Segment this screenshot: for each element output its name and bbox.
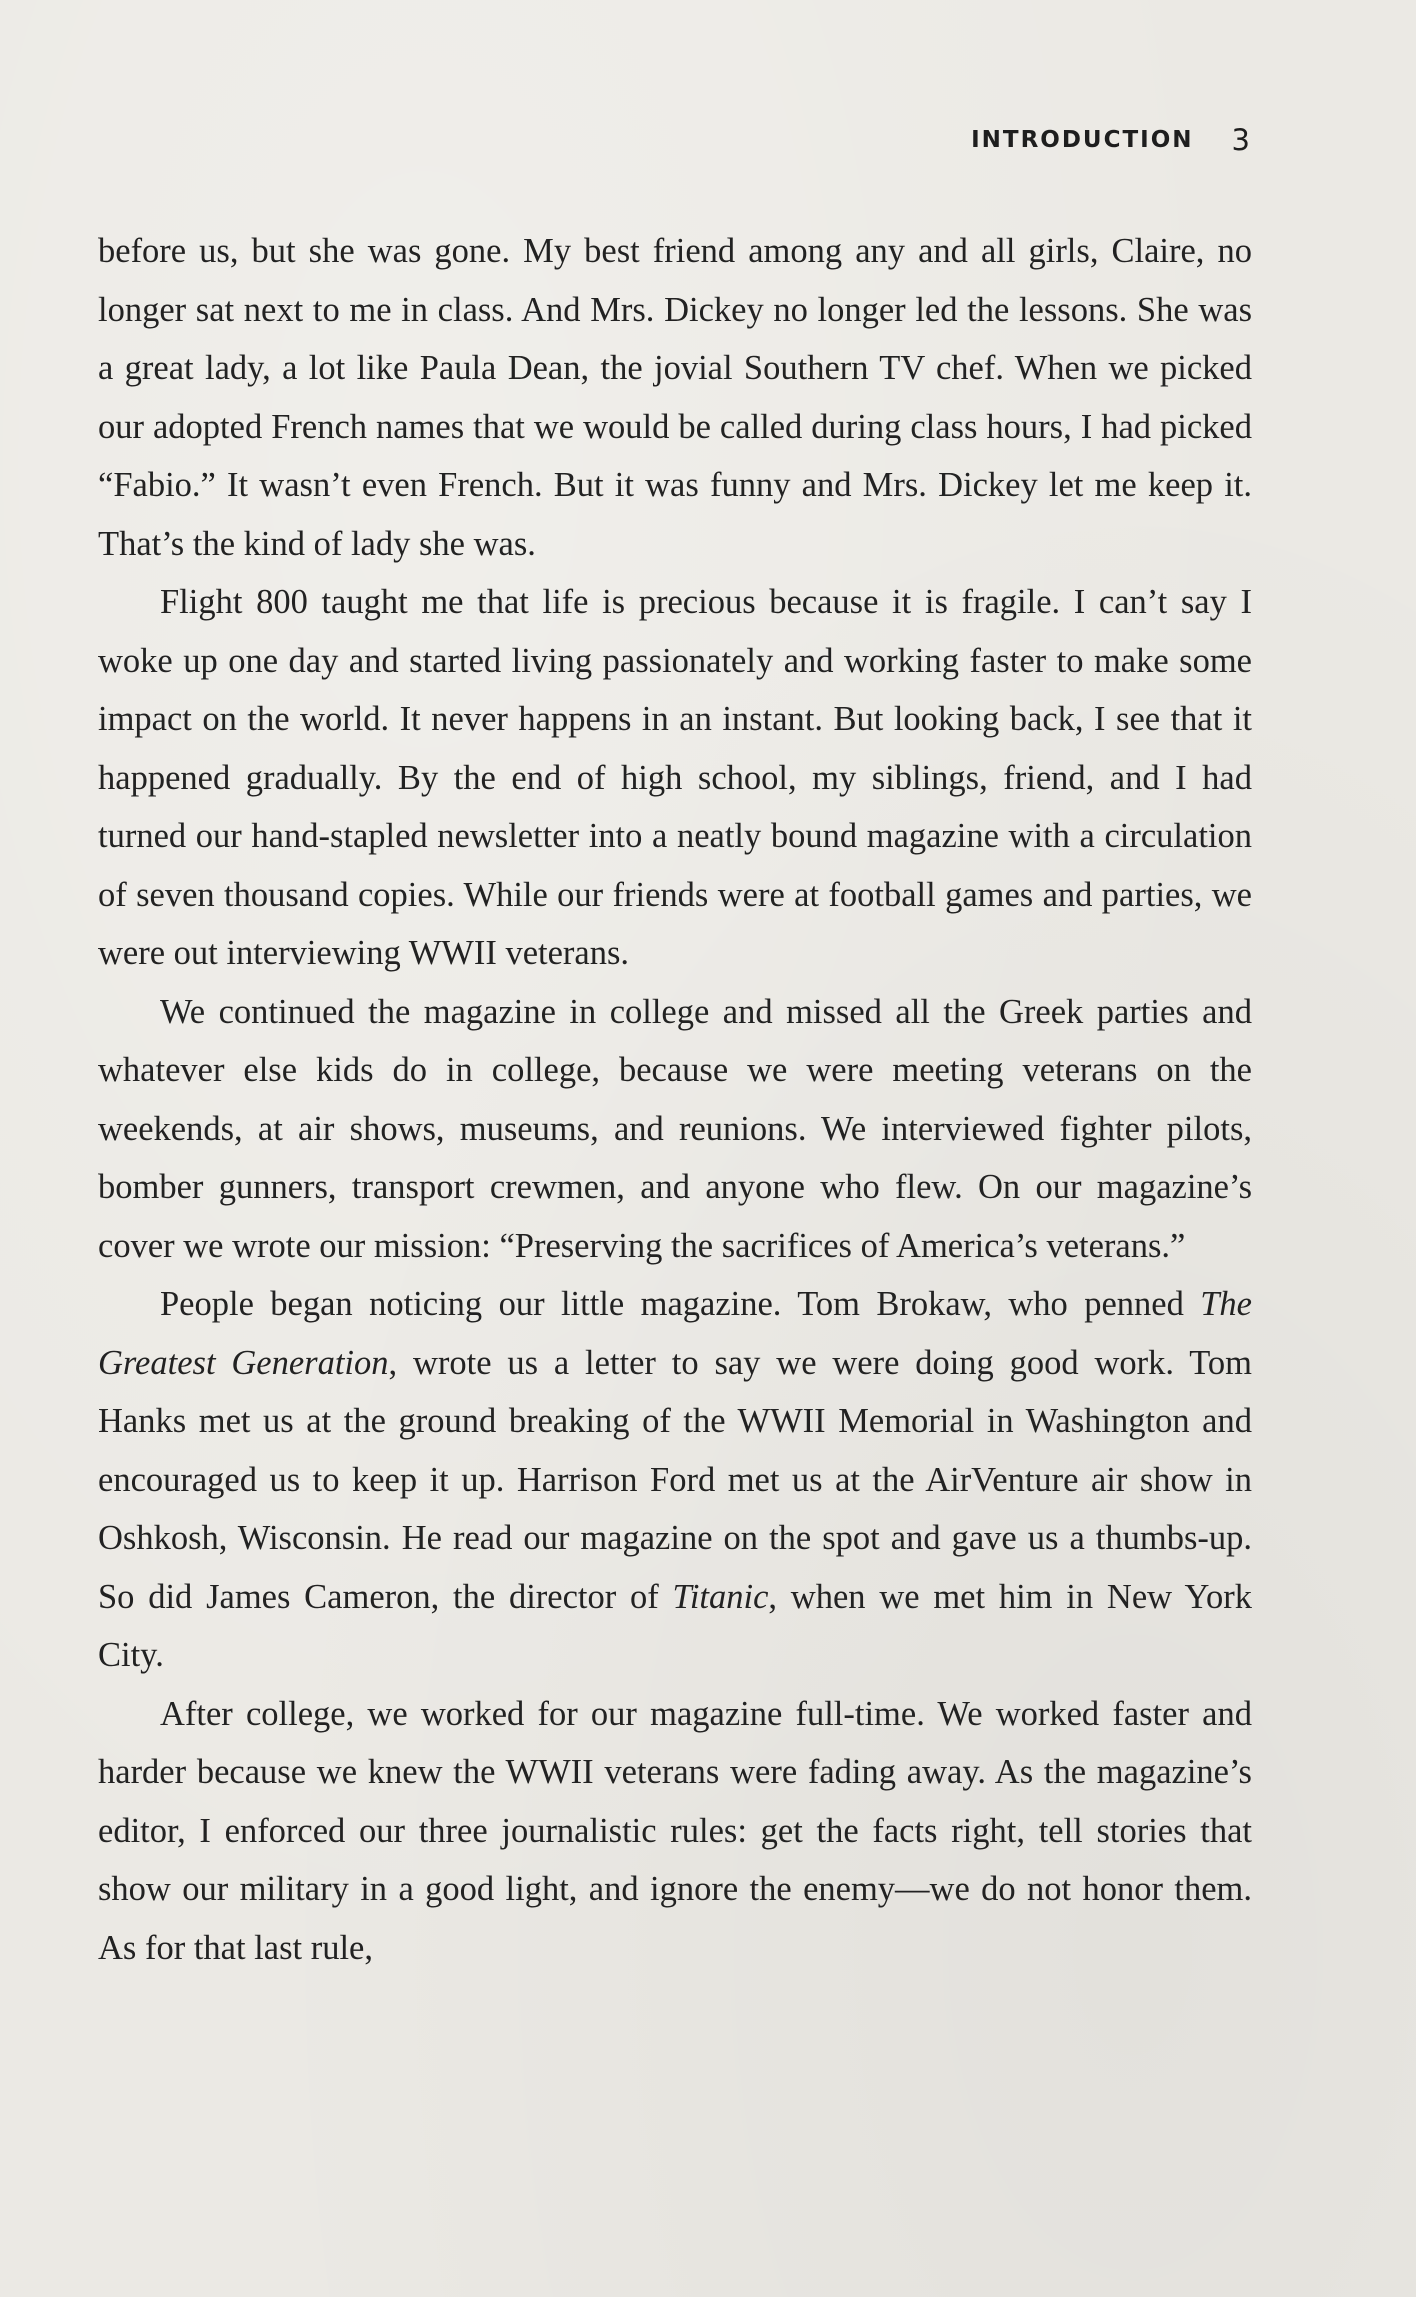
paragraph-2: Flight 800 taught me that life is precious because it is fragile. I can’t say I woke up one day and started living passionately and working faster to make some impact on the world. It never happens in an instant. But looking back, I see that it happened gradually. By the end of high school, my siblings, friend, and I had turned our hand-stapled newsletter into a neatly bound magazine with a circulation of seven thousand copies. While our friends were at football games and parties, we were out interviewing WWII veterans.	[98, 583, 1252, 972]
paragraph-1: before us, but she was gone. My best friend among any and all girls, Claire, no longer sat next to me in class. And Mrs. Dickey no longer led the lessons. She was a great lady, a lot like Paula Dean, the jovial Southern TV chef. When we picked our adopted French names that we would be called during class hours, I had picked “Fabio.” It wasn’t even French. But it was funny and Mrs. Dickey let me keep it. That’s the kind of lady she was.	[98, 232, 1252, 563]
paragraph-4	[98, 1275, 1252, 1685]
section-title: INTRODUCTION	[971, 127, 1194, 153]
film-title: Titanic	[672, 1577, 769, 1616]
body-text	[98, 222, 1252, 1977]
book-title: The Greatest Generation	[98, 1285, 1252, 1382]
running-head	[971, 118, 1250, 162]
paragraph-4-text-a: People began noticing our little magazine. Tom Brokaw, who penned	[160, 1285, 1201, 1323]
paragraph-3: We continued the magazine in college and missed all the Greek parties and whatever else kids do in college, because we were meeting veterans on the weekends, at air shows, museums, and reunions. We interviewed fighter pilots, bomber gunners, transport crewmen, and anyone who flew. On our magazine’s cover we wrote our mission: “Preserving the sacrifices of America’s veterans.”	[98, 992, 1252, 1265]
paragraph-4-text-b: , wrote us a letter to say we were doing good work. Tom Hanks met us at the ground breaking of the WWII Memorial in Washington and encouraged us to keep it up. Harrison Ford met us at the AirVenture air show in Oshkosh, Wisconsin. He read our magazine on the spot and gave us a thumbs-up. So did James Cameron, the director of	[98, 1343, 1252, 1616]
paragraph-5: After college, we worked for our magazine full-time. We worked faster and harder because we knew the WWII veterans were fading away. As the magazine’s editor, I enforced our three journalistic rules: get the facts right, tell stories that show our military in a good light, and ignore the enemy—we do not honor them. As for that last rule,	[98, 1694, 1252, 1967]
page-number: 3	[1231, 123, 1250, 157]
paragraph-4-text-c: , when we met him in New York City.	[98, 1577, 1252, 1674]
